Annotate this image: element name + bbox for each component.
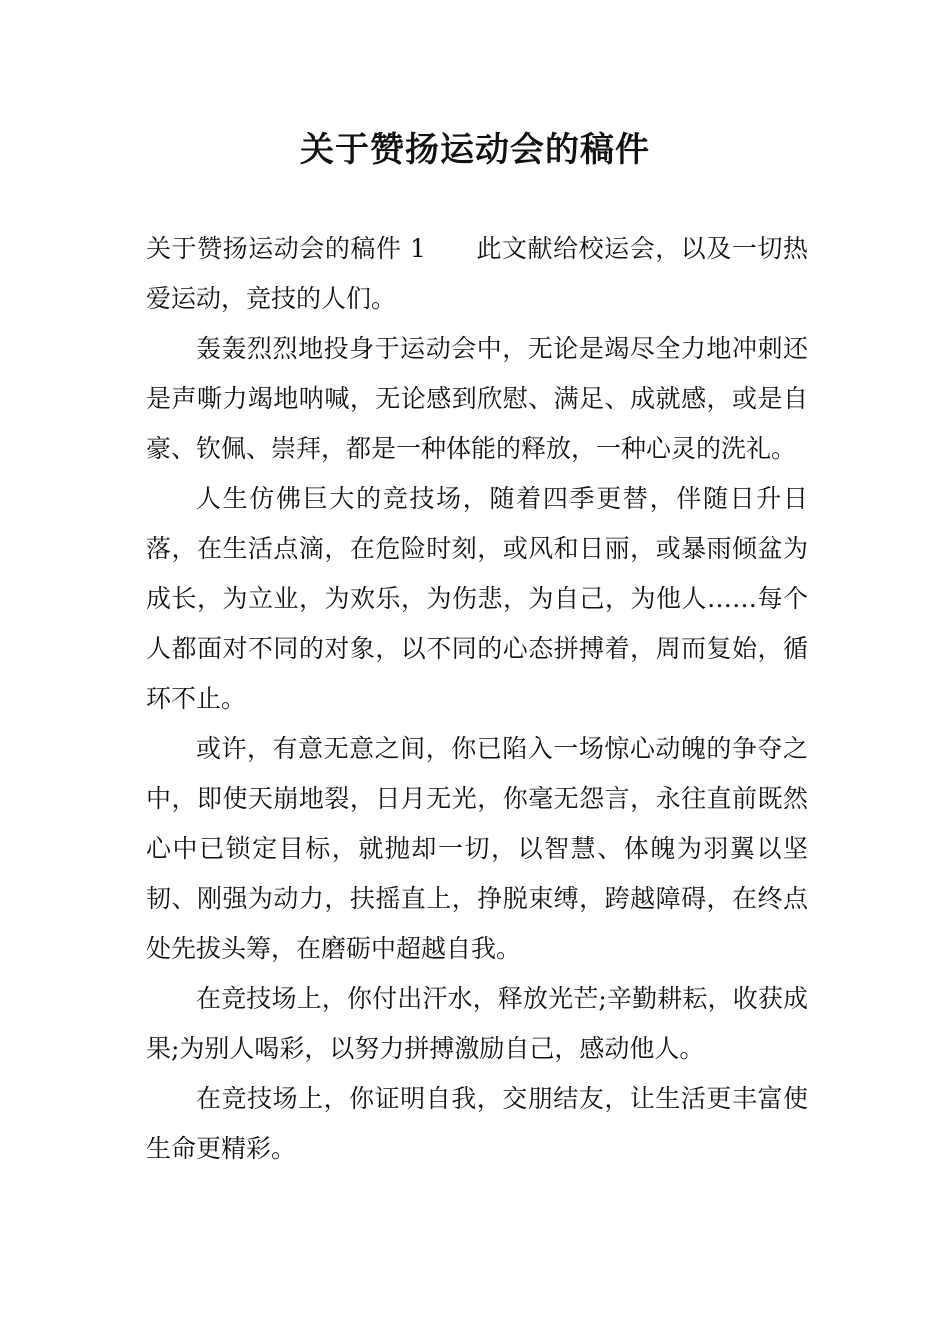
body-paragraph-3: 或许，有意无意之间，你已陷入一场惊心动魄的争夺之中，即使天崩地裂，日月无光，你毫无怨言，永往直前既然心中已锁定目标，就抛却一切，以智慧、体魄为羽翼以坚韧、刚强为动力，扶摇直上，挣脱束缚，跨越障碍，在终点处先拔头筹，在磨砺中超越自我。	[146, 734, 808, 963]
body-paragraph-5: 在竞技场上，你证明自我，交朋结友，让生活更丰富使生命更精彩。	[146, 1084, 808, 1163]
article-heading-label: 关于赞扬运动会的稿件 1	[146, 234, 426, 263]
body-paragraph-4: 在竞技场上，你付出汗水，释放光芒;辛勤耕耘，收获成果;为别人喝彩，以努力拼搏激励自己，感动他人。	[146, 984, 808, 1063]
body-paragraph-2: 人生仿佛巨大的竞技场，随着四季更替，伴随日升日落，在生活点滴，在危险时刻，或风和日丽，或暴雨倾盆为成长，为立业，为欢乐，为伤悲，为自己，为他人……每个人都面对不同的对象，以不同的心态拼搏着，周而复始，循环不止。	[146, 484, 808, 713]
body-paragraph-1: 轰轰烈烈地投身于运动会中，无论是竭尽全力地冲刺还是声嘶力竭地呐喊，无论感到欣慰、满足、成就感，或是自豪、钦佩、崇拜，都是一种体能的释放，一种心灵的洗礼。	[146, 334, 808, 463]
intro-text: 此文献给校运会，以及一切热爱运动，竞技的人们。	[146, 234, 808, 313]
document-body	[146, 224, 808, 1174]
document-title: 关于赞扬运动会的稿件	[300, 130, 650, 170]
intro-paragraph	[146, 224, 808, 324]
